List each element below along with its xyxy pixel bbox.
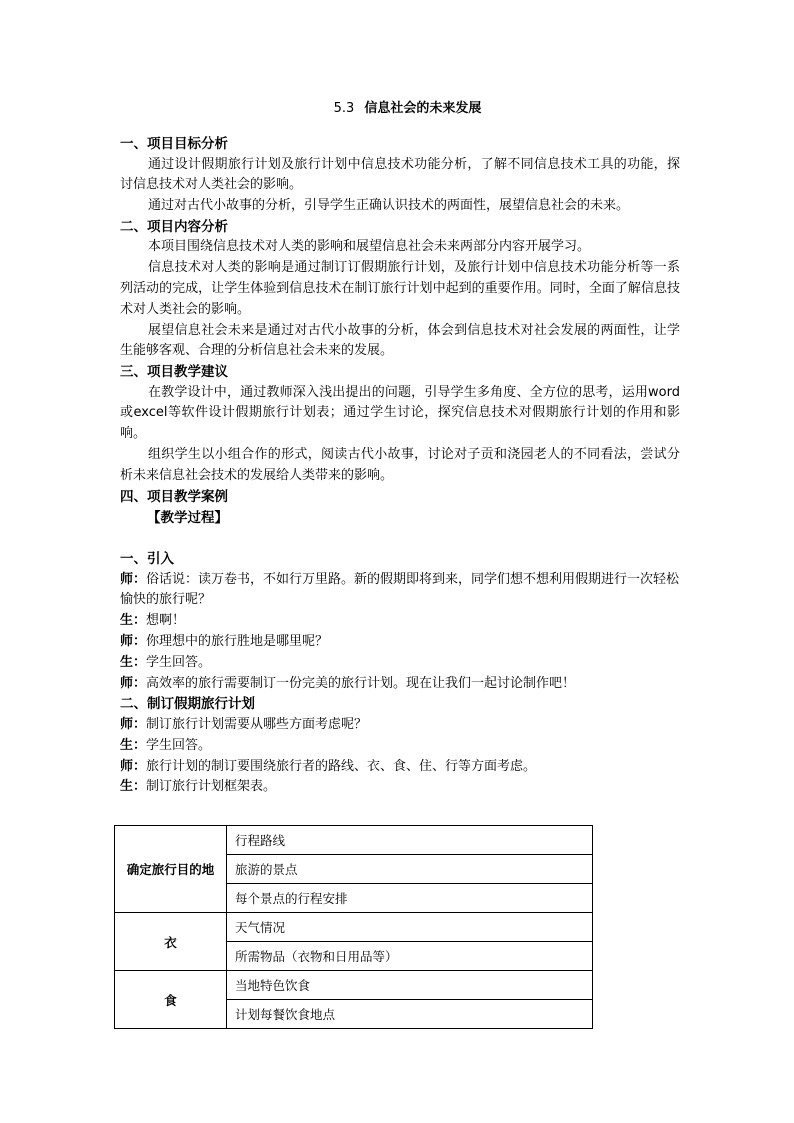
paragraph: 本项目围绕信息技术对人类的影响和展望信息社会未来两部分内容开展学习。 — [148, 239, 591, 255]
dialogue-line — [120, 674, 680, 695]
section-heading-plan: 二、制订假期旅行计划 — [120, 696, 255, 713]
dialogue-text: 高效率的旅行需要制订一份完美的旅行计划。现在让我们一起讨论制作吧！ — [146, 675, 576, 691]
speaker-label: 生： — [120, 779, 147, 795]
dialogue-text: 俗话说：读万卷书，不如行万里路。新的假期即将到来，同学们想不想利用假期进行一次轻松愉快的旅行呢？ — [120, 571, 680, 608]
section-heading-content: 二、项目内容分析 — [120, 218, 228, 235]
table-row — [115, 971, 593, 1000]
item-cell: 当地特色饮食 — [227, 971, 593, 1000]
sub-heading-process: 【教学过程】 — [147, 510, 228, 527]
item-cell: 计划每餐饮食地点 — [227, 1000, 593, 1029]
dialogue-intro — [120, 570, 680, 695]
category-cell: 食 — [115, 971, 227, 1029]
item-cell: 所需物品（衣物和日用品等） — [227, 942, 593, 971]
dialogue-text: 制订旅行计划需要从哪些方面考虑呢？ — [146, 716, 368, 732]
dialogue-text: 你理想中的旅行胜地是哪里呢？ — [146, 634, 329, 650]
section-heading-goals: 一、项目目标分析 — [120, 136, 228, 152]
section-heading-case: 四、项目教学案例 — [120, 488, 228, 505]
dialogue-text: 学生回答。 — [146, 654, 212, 670]
item-cell: 行程路线 — [227, 826, 593, 855]
title-number: 5.3 — [333, 101, 355, 116]
speaker-label: 师： — [120, 675, 147, 691]
dialogue-line — [120, 611, 680, 632]
travel-plan-table — [114, 825, 593, 1029]
section-heading-suggestions: 三、项目教学建议 — [120, 364, 228, 381]
document-title — [135, 98, 680, 120]
speaker-label: 师： — [120, 716, 147, 732]
dialogue-text: 学生回答。 — [146, 737, 212, 753]
table-row — [115, 826, 593, 855]
dialogue-line — [120, 757, 680, 778]
paragraph: 信息技术对人类的影响是通过制订订假期旅行计划，及旅行计划中信息技术功能分析等一系列活动的完成，让学生体验到信息技术在制订旅行计划中起到的重要作用。同时，全面了解信息技术对人类社会的影响。 — [120, 260, 680, 317]
document-page — [120, 98, 680, 798]
item-cell: 旅游的景点 — [227, 855, 593, 884]
speaker-label: 师： — [120, 758, 147, 774]
speaker-label: 师： — [120, 634, 147, 650]
item-cell: 每个景点的行程安排 — [227, 884, 593, 913]
dialogue-line — [120, 736, 680, 757]
paragraph: 组织学生以小组合作的形式，阅读古代小故事，讨论对子贡和浇园老人的不同看法，尝试分析未来信息社会技术的发展给人类带来的影响。 — [120, 447, 680, 483]
speaker-label: 生： — [120, 613, 147, 629]
paragraph: 展望信息社会未来是通过对古代小故事的分析，体会到信息技术对社会发展的两面性，让学生能够客观、合理的分析信息社会未来的发展。 — [120, 322, 680, 359]
speaker-label: 师： — [120, 571, 147, 587]
title-text: 信息社会的未来发展 — [364, 101, 482, 116]
paragraph: 通过对古代小故事的分析，引导学生正确认识技术的两面性，展望信息社会的未来。 — [148, 198, 630, 214]
dialogue-text: 制订旅行计划框架表。 — [146, 779, 277, 795]
dialogue-line — [120, 653, 680, 674]
speaker-label: 生： — [120, 654, 147, 670]
paragraph: 通过设计假期旅行计划及旅行计划中信息技术功能分析，了解不同信息技术工具的功能，探讨信息技术对人类社会的影响。 — [120, 156, 680, 193]
item-cell: 天气情况 — [227, 913, 593, 942]
category-cell: 衣 — [115, 913, 227, 971]
dialogue-line — [120, 715, 680, 736]
category-cell: 确定旅行目的地 — [115, 826, 227, 913]
dialogue-text: 旅行计划的制订要围绕旅行者的路线、衣、食、住、行等方面考虑。 — [146, 758, 537, 774]
dialogue-plan — [120, 715, 680, 798]
speaker-label: 生： — [120, 737, 147, 753]
dialogue-line — [120, 570, 680, 612]
dialogue-text: 想啊！ — [146, 613, 186, 629]
table-row — [115, 913, 593, 942]
dialogue-line — [120, 777, 680, 798]
dialogue-line — [120, 632, 680, 653]
section-heading-intro: 一、引入 — [120, 551, 174, 568]
paragraph: 在教学设计中，通过教师深入浅出提出的问题，引导学生多角度、全方位的思考，运用word或excel等软件设计假期旅行计划表；通过学生讨论，探究信息技术对假期旅行计划的作用和影响。 — [120, 384, 680, 442]
